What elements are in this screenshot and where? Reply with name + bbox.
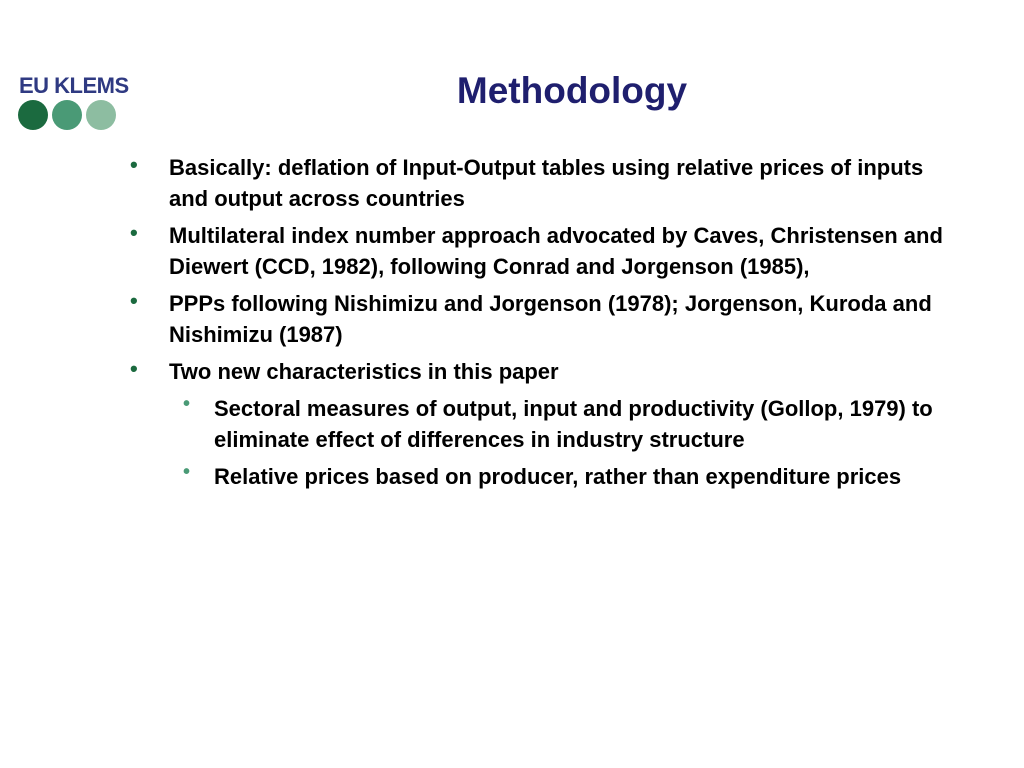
bullet-text: Basically: deflation of Input-Output tables using relative prices of inputs and output across countries	[169, 155, 924, 211]
sub-bullet-dot-icon: •	[183, 461, 191, 483]
sub-bullet-list	[169, 393, 948, 492]
bullet-dot-icon: •	[130, 356, 138, 381]
sub-bullet-item	[169, 461, 948, 492]
sub-bullet-text: Relative prices based on producer, rather than expenditure prices	[214, 464, 902, 489]
sub-bullet-dot-icon: •	[183, 393, 191, 415]
sub-bullet-text: Sectoral measures of output, input and productivity (Gollop, 1979) to eliminate effect of differences in industry structure	[214, 396, 933, 452]
bullet-text: PPPs following Nishimizu and Jorgenson (1978); Jorgenson, Kuroda and Nishimizu (1987)	[169, 291, 932, 347]
bullet-text: Two new characteristics in this paper	[169, 359, 559, 384]
bullet-text: Multilateral index number approach advocated by Caves, Christensen and Diewert (CCD, 1982), following Conrad and Jorgenson (1985),	[169, 223, 943, 279]
bullet-item	[128, 152, 948, 214]
bullet-dot-icon: •	[130, 152, 138, 177]
bullet-dot-icon: •	[130, 288, 138, 313]
slide-content	[128, 152, 948, 498]
slide-title: Methodology	[456, 70, 688, 111]
bullet-item	[128, 220, 948, 282]
bullet-item	[128, 356, 948, 492]
bullet-list	[128, 152, 948, 492]
logo-text: EU KLEMS	[19, 73, 129, 98]
bullet-dot-icon: •	[130, 220, 138, 245]
sub-bullet-item	[169, 393, 948, 455]
bullet-item	[128, 288, 948, 350]
